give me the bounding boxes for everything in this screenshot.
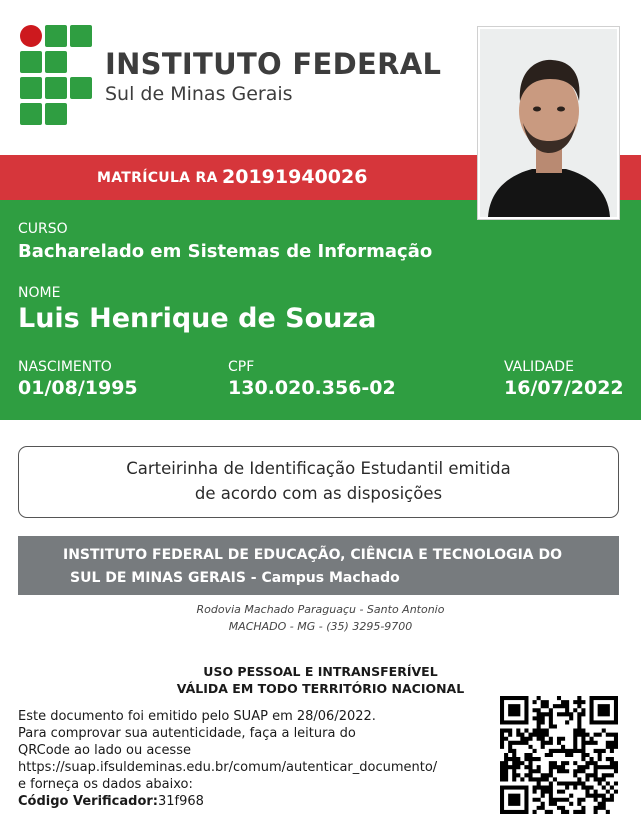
campus-line-1: INSTITUTO FEDERAL DE EDUCAÇÃO, CIÊNCIA E TECNOLOGIA DO [63,547,563,563]
qr-code-graphic [500,696,618,814]
logo-square [45,103,67,125]
logo-square [45,51,67,73]
logo-square [20,103,42,125]
logo-square [45,77,67,99]
institution-subtitle: Sul de Minas Gerais [105,83,293,105]
campus-band [18,536,619,595]
logo-square [70,77,92,99]
registration-value: 20191940026 [222,166,368,188]
notice-text [18,456,619,506]
verification-line: Para comprovar sua autenticidade, faça a leitura do [18,726,356,741]
usage-line-2: VÁLIDA EM TODO TERRITÓRIO NACIONAL [176,681,465,696]
student-photo [478,27,619,219]
verification-code-label: Código Verificador: [18,794,158,809]
logo-square [45,25,67,47]
cpf-value: 130.020.356-02 [228,377,396,399]
campus-line-2: SUL DE MINAS GERAIS - Campus Machado [70,570,400,586]
course-label: CURSO [18,221,68,237]
notice-line: de acordo com as disposições [194,484,443,503]
validity-label: VALIDADE [504,359,574,375]
verification-line: QRCode ao lado ou acesse [18,743,191,758]
course-value: Bacharelado em Sistemas de Informação [18,241,433,262]
birth-label: NASCIMENTO [18,359,112,375]
person-silhouette-icon [480,29,617,217]
name-label: NOME [18,285,61,301]
student-name: Luis Henrique de Souza [18,303,377,334]
campus-address: Rodovia Machado Paraguaçu - Santo Antonio [196,603,445,616]
logo-square [20,51,42,73]
if-logo [20,25,94,123]
notice-line: Carteirinha de Identificação Estudantil emitida [126,459,511,478]
institution-name: INSTITUTO FEDERAL [105,47,442,81]
verification-code-value: 31f968 [158,794,204,809]
logo-square [20,77,42,99]
usage-line-1: USO PESSOAL E INTRANSFERÍVEL [203,664,438,679]
cpf-label: CPF [228,359,255,375]
logo-red-circle [20,25,42,47]
qr-code-icon [500,696,618,814]
verification-line: e forneça os dados abaixo: [18,777,193,792]
verification-code [18,794,204,809]
logo-square [70,25,92,47]
campus-phone: MACHADO - MG - (35) 3295-9700 [228,620,413,633]
birth-value: 01/08/1995 [18,377,138,399]
registration-label: MATRÍCULA RA [97,170,218,186]
verification-url[interactable]: https://suap.ifsuldeminas.edu.br/comum/autenticar_documento/ [18,760,438,775]
verification-line: Este documento foi emitido pelo SUAP em 28/06/2022. [18,709,376,724]
validity-value: 16/07/2022 [504,377,624,399]
